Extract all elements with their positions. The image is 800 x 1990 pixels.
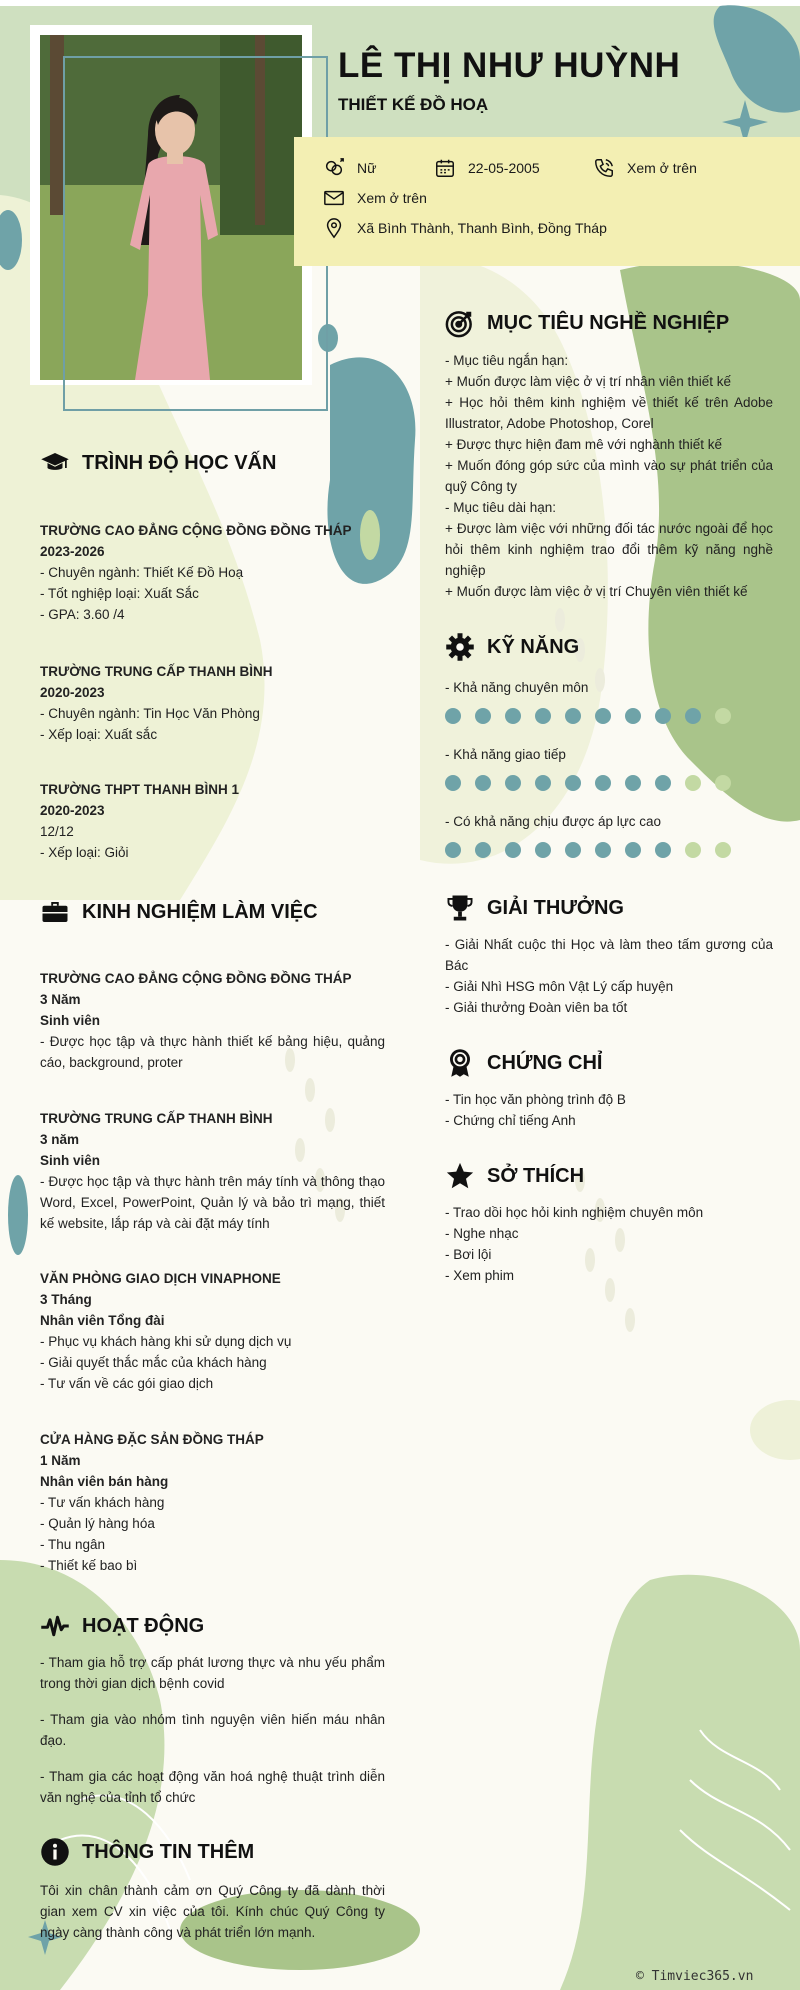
- job-description: - Được học tập và thực hành thiết kế bảng hiệu, quảng cáo, background, proter: [40, 1034, 385, 1070]
- certificates-heading: [445, 1048, 602, 1078]
- objective-body: [445, 350, 773, 602]
- skill-dot-empty: [685, 775, 701, 791]
- footer-brand[interactable]: © Timviec365.vn: [636, 1969, 754, 1984]
- education-heading: [40, 448, 276, 478]
- skill-name: - Khả năng chuyên môn: [445, 680, 589, 695]
- star-icon: [445, 1161, 475, 1191]
- school-name: TRƯỜNG CAO ĐẲNG CỘNG ĐỒNG ĐỒNG THÁP: [40, 523, 352, 538]
- school-years: 2020-2023: [40, 803, 105, 818]
- job-title: THIẾT KẾ ĐỒ HOẠ: [338, 95, 489, 114]
- objective-line: + Muốn đóng góp sức của mình vào sự phát triển của quỹ Công ty: [445, 458, 773, 494]
- job-duration: 3 năm: [40, 1132, 80, 1147]
- awards-title: GIẢI THƯỞNG: [487, 896, 624, 919]
- skills-title: KỸ NĂNG: [487, 635, 580, 658]
- activity-item: - Tham gia vào nhóm tình nguyện viên hiến máu nhân đạo.: [40, 1712, 385, 1748]
- experience-item: [40, 968, 385, 1073]
- skill-name: - Có khả năng chịu được áp lực cao: [445, 814, 662, 829]
- certificate-line: - Chứng chỉ tiếng Anh: [445, 1113, 576, 1128]
- hobby-line: - Bơi lội: [445, 1247, 492, 1262]
- skill-dot-filled: [505, 842, 521, 858]
- job-role: Sinh viên: [40, 1153, 101, 1168]
- skill-dot-filled: [685, 708, 701, 724]
- experience-heading: [40, 897, 318, 927]
- gender-value: Nữ: [357, 160, 377, 176]
- skill-dot-filled: [535, 708, 551, 724]
- job-description: - Được học tập và thực hành trên máy tính và thông thạo Word, Excel, PowerPoint, Quản lý và bảo trì mạng, thiết kế website, lắp ráp và cài đặt máy tính: [40, 1174, 385, 1231]
- job-duty: - Thu ngân: [40, 1537, 106, 1552]
- skill-dot-empty: [685, 842, 701, 858]
- education-item: [40, 520, 385, 625]
- skill-dot-filled: [655, 775, 671, 791]
- skill-dot-empty: [715, 775, 731, 791]
- activities-title: HOẠT ĐỘNG: [82, 1614, 205, 1637]
- objective-heading: [445, 308, 729, 338]
- more-info-text: Tôi xin chân thành cảm ơn Quý Công ty đã dành thời gian xem CV xin việc của tôi. Kính chúc Quý Công ty ngày càng thành công và phát triển lớn mạnh.: [40, 1883, 385, 1940]
- address-info: [323, 217, 607, 239]
- graduation-cap-icon: [40, 448, 70, 478]
- job-duty: - Giải quyết thắc mắc của khách hàng: [40, 1355, 267, 1370]
- objective-line: - Mục tiêu ngắn hạn:: [445, 353, 569, 368]
- award-line: - Giải Nhất cuộc thi Học và làm theo tấm gương của Bác: [445, 937, 773, 973]
- objective-line: - Mục tiêu dài hạn:: [445, 500, 557, 515]
- target-icon: [445, 308, 475, 338]
- objective-line: + Được thực hiện đam mê với nghành thiết kế: [445, 437, 723, 452]
- phone-icon: [593, 157, 615, 179]
- school-name: TRƯỜNG TRUNG CẤP THANH BÌNH: [40, 664, 273, 679]
- activities-heading: [40, 1611, 204, 1641]
- birthday-info: [434, 157, 540, 179]
- job-duty: - Phục vụ khách hàng khi sử dụng dịch vụ: [40, 1334, 292, 1349]
- skill-dot-empty: [715, 708, 731, 724]
- skill-dot-filled: [625, 708, 641, 724]
- skill-dot-filled: [505, 775, 521, 791]
- award-line: - Giải Nhì HSG môn Vật Lý cấp huyện: [445, 979, 674, 994]
- objective-line: + Muốn được làm việc ở vị trí nhân viên thiết kế: [445, 374, 731, 389]
- email-value[interactable]: Xem ở trên: [357, 190, 427, 206]
- hobby-line: - Trao dồi học hỏi kinh nghiệm chuyên môn: [445, 1205, 704, 1220]
- hobbies-title: SỞ THÍCH: [487, 1164, 585, 1187]
- company-name: CỬA HÀNG ĐẶC SẢN ĐỒNG THÁP: [40, 1432, 264, 1447]
- experience-item: [40, 1429, 385, 1576]
- more-info-title: THÔNG TIN THÊM: [82, 1840, 255, 1863]
- job-duration: 3 Tháng: [40, 1292, 92, 1307]
- awards-body: [445, 934, 773, 1018]
- address-value: Xã Bình Thành, Thanh Bình, Đồng Tháp: [357, 220, 607, 236]
- job-duty: - Tư vấn về các gói giao dịch: [40, 1376, 214, 1391]
- gender-icon: [323, 157, 345, 179]
- hobbies-heading: [445, 1161, 584, 1191]
- education-title: TRÌNH ĐỘ HỌC VẤN: [82, 451, 277, 474]
- school-years: 2020-2023: [40, 685, 105, 700]
- info-icon: [40, 1837, 70, 1867]
- skill-dot-filled: [445, 708, 461, 724]
- awards-heading: [445, 893, 624, 923]
- pulse-icon: [40, 1611, 70, 1641]
- skill-rating: [445, 708, 731, 724]
- hobby-line: - Xem phim: [445, 1268, 515, 1283]
- skill-dot-filled: [565, 842, 581, 858]
- calendar-icon: [434, 157, 456, 179]
- skill-rating: [445, 842, 731, 858]
- skill-dot-filled: [655, 842, 671, 858]
- experience-title: KINH NGHIỆM LÀM VIỆC: [82, 900, 318, 923]
- hobby-line: - Nghe nhạc: [445, 1226, 519, 1241]
- skill-rating: [445, 775, 731, 791]
- certificate-badge-icon: [445, 1048, 475, 1078]
- company-name: TRƯỜNG TRUNG CẤP THANH BÌNH: [40, 1111, 273, 1126]
- photo-outline: [63, 56, 328, 411]
- experience-item: [40, 1108, 385, 1234]
- certificate-line: - Tin học văn phòng trình độ B: [445, 1092, 626, 1107]
- certificates-body: [445, 1089, 773, 1131]
- skill-dot-filled: [445, 775, 461, 791]
- skill-dot-filled: [505, 708, 521, 724]
- skill-dot-filled: [595, 842, 611, 858]
- skill-name: - Khả năng giao tiếp: [445, 747, 566, 762]
- job-duty: - Tư vấn khách hàng: [40, 1495, 165, 1510]
- company-name: VĂN PHÒNG GIAO DỊCH VINAPHONE: [40, 1271, 281, 1286]
- job-role: Nhân viên bán hàng: [40, 1474, 169, 1489]
- gender-info: [323, 157, 376, 179]
- trophy-icon: [445, 893, 475, 923]
- objective-line: + Muốn được làm việc ở vị trí Chuyên viên thiết kế: [445, 584, 748, 599]
- skill-dot-filled: [625, 842, 641, 858]
- job-duration: 3 Năm: [40, 992, 81, 1007]
- skill-dot-filled: [475, 775, 491, 791]
- phone-info: [593, 157, 697, 179]
- school-name: TRƯỜNG THPT THANH BÌNH 1: [40, 782, 239, 797]
- skill-dot-filled: [475, 842, 491, 858]
- skill-dot-filled: [625, 775, 641, 791]
- skill-dot-filled: [565, 708, 581, 724]
- education-line: - Chuyên ngành: Thiết Kế Đồ Hoạ: [40, 565, 244, 580]
- education-item: [40, 661, 385, 745]
- education-line: - Xếp loại: Xuất sắc: [40, 727, 158, 742]
- candidate-name: LÊ THỊ NHƯ HUỲNH: [338, 46, 681, 85]
- activity-item: - Tham gia các hoạt động văn hoá nghệ thuật trình diễn văn nghệ của tỉnh tổ chức: [40, 1769, 385, 1805]
- activity-item: - Tham gia hỗ trợ cấp phát lương thực và nhu yếu phẩm trong thời gian dịch bệnh covid: [40, 1655, 385, 1691]
- education-item: [40, 779, 385, 863]
- skill-dot-empty: [715, 842, 731, 858]
- education-line: - GPA: 3.60 /4: [40, 607, 125, 622]
- skill-dot-filled: [655, 708, 671, 724]
- briefcase-icon: [40, 897, 70, 927]
- location-pin-icon: [323, 217, 345, 239]
- skill-dot-filled: [535, 775, 551, 791]
- skill-dot-filled: [565, 775, 581, 791]
- certificates-title: CHỨNG CHỈ: [487, 1051, 603, 1074]
- objective-line: + Học hỏi thêm kinh nghiệm về thiết kế trên Adobe Illustrator, Adobe Photoshop, Corel: [445, 395, 773, 431]
- job-duration: 1 Năm: [40, 1453, 81, 1468]
- job-duty: - Quản lý hàng hóa: [40, 1516, 155, 1531]
- phone-value[interactable]: Xem ở trên: [627, 160, 697, 176]
- experience-item: [40, 1268, 385, 1394]
- school-years: 2023-2026: [40, 544, 105, 559]
- gear-icon: [445, 632, 475, 662]
- skill-dot-filled: [475, 708, 491, 724]
- education-line: - Tốt nghiệp loại: Xuất Sắc: [40, 586, 199, 601]
- objective-title: MỤC TIÊU NGHỀ NGHIỆP: [487, 311, 730, 334]
- education-line: - Chuyên ngành: Tin Học Văn Phòng: [40, 706, 260, 721]
- hobbies-body: [445, 1202, 773, 1286]
- education-line: 12/12: [40, 824, 74, 839]
- skill-dot-filled: [595, 708, 611, 724]
- skill-dot-filled: [535, 842, 551, 858]
- skills-heading: [445, 632, 579, 662]
- birthday-value: 22-05-2005: [468, 160, 540, 176]
- award-line: - Giải thưởng Đoàn viên ba tốt: [445, 1000, 628, 1015]
- objective-line: + Được làm việc với những đối tác nước ngoài để học hỏi thêm kinh nghiệm trao đổi thêm kỹ năng nghề nghiệp: [445, 521, 773, 578]
- company-name: TRƯỜNG CAO ĐẲNG CỘNG ĐỒNG ĐỒNG THÁP: [40, 971, 352, 986]
- education-line: - Xếp loại: Giỏi: [40, 845, 129, 860]
- job-duty: - Thiết kế bao bì: [40, 1558, 138, 1573]
- envelope-icon: [323, 187, 345, 209]
- job-role: Sinh viên: [40, 1013, 101, 1028]
- more-info-heading: [40, 1837, 254, 1867]
- email-info: [323, 187, 427, 209]
- job-role: Nhân viên Tổng đài: [40, 1313, 165, 1328]
- skill-dot-filled: [445, 842, 461, 858]
- skill-dot-filled: [595, 775, 611, 791]
